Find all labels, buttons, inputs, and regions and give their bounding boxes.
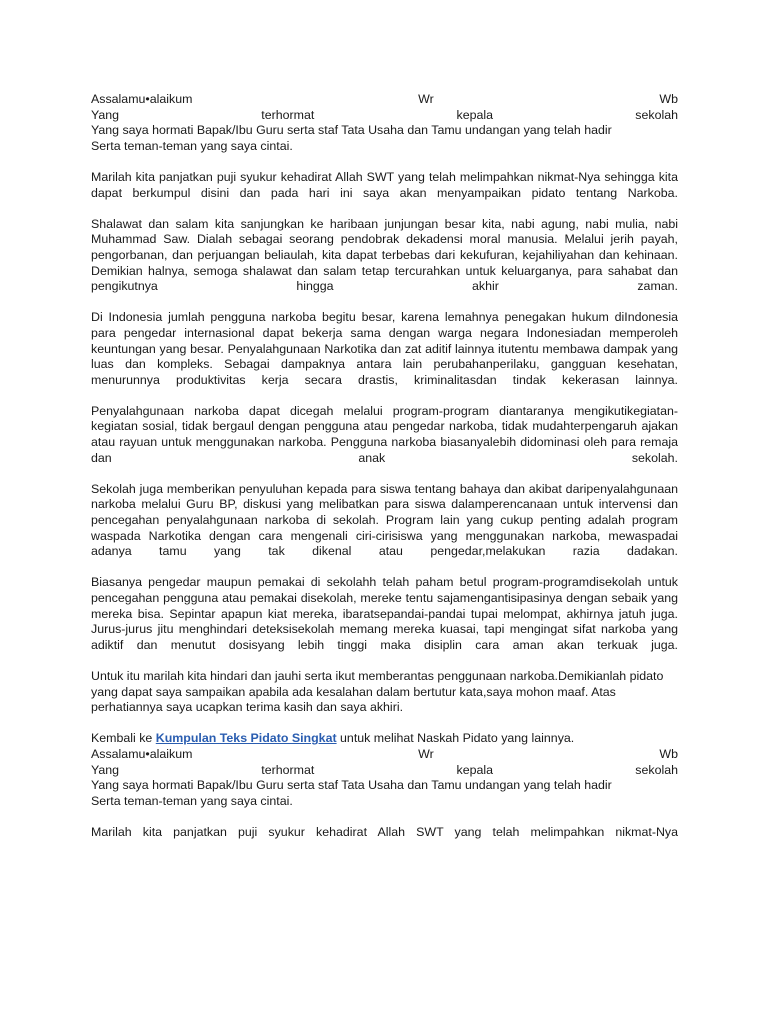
greeting-word: Assalamu•alaikum	[91, 92, 193, 106]
paragraph-dealers: Biasanya pengedar maupun pemakai di sekolahh telah paham betul program-programdisekolah untuk pencegahan pengguna atau pemakai disekolah, mereke tentu sajamengantisipasinya dengan sebaik yang mereka bisa. Sepintar apapun kiat mereka, ibaratsepandai-pandai tupai melompat, akhirnya jatuh juga. Jurus-jurus jitu menghindari deteksisekolah memang mereka kuasai, tapi mengingat sifat narkoba yang adiktif dan menutut dosisyang lebih tinggi maka disiplin cara aman akan terkuak juga.	[91, 575, 678, 652]
last-line-text: Marilah kita panjatkan puji syukur kehadirat Allah SWT yang telah melimpahkan nikmat-Nya	[91, 824, 678, 839]
greeting-word: kepala	[456, 107, 494, 122]
greeting-word: kepala	[456, 762, 494, 777]
greeting-block	[91, 92, 678, 154]
repeat-greeting-line-2	[91, 763, 678, 779]
repeat-greeting-block	[91, 747, 678, 809]
kumpulan-link[interactable]: Kumpulan Teks Pidato Singkat	[155, 731, 337, 746]
paragraph-opening: Marilah kita panjatkan puji syukur kehadirat Allah SWT yang telah melimpahkan nikmat-Nya sehingga kita dapat berkumpul disini dan pada hari ini saya akan menyampaikan pidato tentang Narkoba.	[91, 169, 678, 200]
greeting-word: Wb	[659, 92, 678, 106]
greeting-word: terhormat	[261, 107, 315, 122]
paragraph-shalawat: Shalawat dan salam kita sanjungkan ke haribaan junjungan besar kita, nabi agung, nabi mulia, nabi Muhammad Saw. Dialah sebagai seorang pendobrak dekadensi moral manusia. Melalui jerih payah, pengorbanan, dan perjuangan beliaulah, kita dapat terbebas dari kekufuran, kejahiliyahan dan kehinaan. Demikian halnya, semoga shalawat dan salam tetap tercurahkan untuk keluarganya, para sahabat dan pengikutnya hingga akhir zaman.	[91, 216, 678, 294]
greeting-word: sekolah	[635, 762, 678, 777]
greeting-line-1	[91, 92, 678, 108]
greeting-word: sekolah	[635, 107, 678, 122]
last-line	[91, 825, 678, 841]
footer-prefix: Kembali ke	[91, 731, 156, 746]
repeat-greeting-line-3: Yang saya hormati Bapak/Ibu Guru serta staf Tata Usaha dan Tamu undangan yang telah hadir	[91, 778, 612, 793]
footer-line	[91, 731, 678, 747]
greeting-line-4: Serta teman-teman yang saya cintai.	[91, 138, 293, 153]
greeting-word: Yang	[91, 107, 120, 122]
greeting-word: Wr	[418, 92, 434, 106]
greeting-word: Wb	[659, 746, 678, 761]
greeting-word: Assalamu•alaikum	[91, 746, 193, 761]
footer-suffix: untuk melihat Naskah Pidato yang lainnya.	[336, 731, 575, 746]
greeting-word: Yang	[91, 762, 120, 777]
document-page	[91, 92, 678, 841]
repeat-greeting-line-1	[91, 747, 678, 763]
greeting-line-2	[91, 108, 678, 124]
paragraph-closing: Untuk itu marilah kita hindari dan jauhi serta ikut memberantas penggunaan narkoba.Demikianlah pidato yang dapat saya sampaikan apabila ada kesalahan dalam bertutur kata,saya mohon maaf. Atas perhatiannya saya ucapkan terima kasih dan saya akhiri.	[91, 668, 664, 715]
greeting-word: Wr	[418, 746, 434, 761]
greeting-word: terhormat	[261, 762, 315, 777]
repeat-greeting-line-4: Serta teman-teman yang saya cintai.	[91, 793, 293, 808]
paragraph-indonesia: Di Indonesia jumlah pengguna narkoba begitu besar, karena lemahnya penegakan hukum diIndonesia para pengedar internasional dapat bekerja sama dengan warga negara Indonesiadan memperoleh keuntungan yang besar. Penyalahgunaan Narkotika dan zat aditif lainnya itutentu membawa dampak yang luas dan kompleks. Sebagai dampaknya antara lain perubahanperilaku, gangguan kesehatan, menurunnya produktivitas kerja secara drastis, kriminalitasdan tindak kekerasan lainnya.	[91, 310, 678, 387]
greeting-line-3: Yang saya hormati Bapak/Ibu Guru serta staf Tata Usaha dan Tamu undangan yang telah hadir	[91, 123, 612, 138]
paragraph-prevention: Penyalahgunaan narkoba dapat dicegah melalui program-program diantaranya mengikutikegiatan-kegiatan sosial, tidak bergaul dengan pengguna atau pengedar narkoba, tidak mudahterpengaruh ajakan atau rayuan untuk menggunakan narkoba. Pengguna narkoba biasanyalebih didominasi oleh para remaja dan anak sekolah.	[91, 403, 678, 465]
paragraph-school: Sekolah juga memberikan penyuluhan kepada para siswa tentang bahaya dan akibat daripenyalahgunaan narkoba melalui Guru BP, diskusi yang melibatkan para siswa dalamperencanaan untuk intervensi dan pencegahan penyalahgunaan narkoba di sekolah. Program lain yang cukup penting adalah program waspada Narkotika dengan cara mengenali ciri-cirisiswa yang menggunakan narkoba, mewaspadai adanya tamu yang tak dikenal atau pengedar,melakukan razia dadakan.	[91, 481, 678, 559]
